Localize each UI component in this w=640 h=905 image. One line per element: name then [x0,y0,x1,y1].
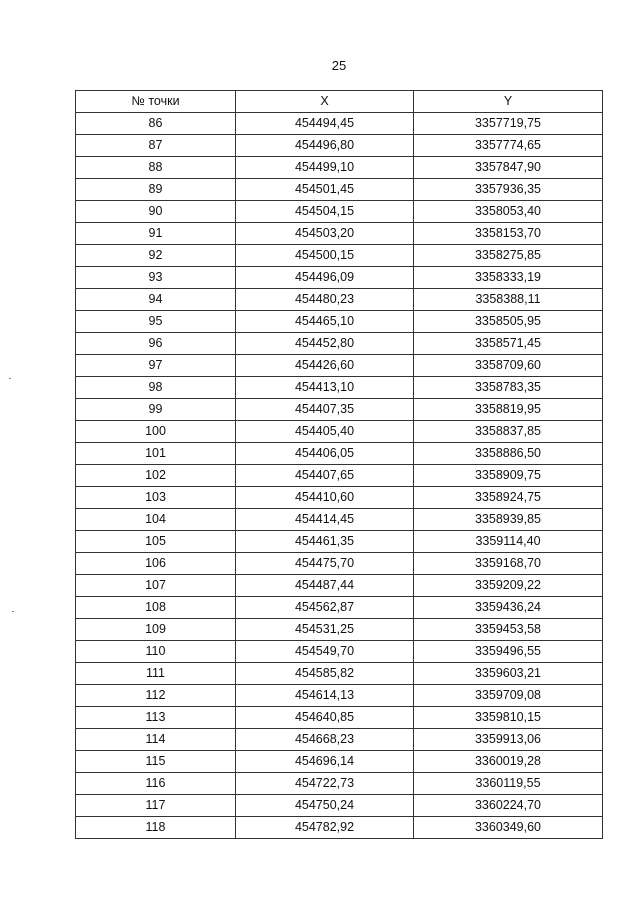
x-coordinate-cell: 454407,35 [236,399,414,421]
table-row [76,223,603,245]
y-coordinate-cell: 3360349,60 [414,817,603,839]
y-coordinate-cell: 3358053,40 [414,201,603,223]
table-row [76,751,603,773]
point-number-cell: 89 [76,179,236,201]
y-coordinate-cell: 3357719,75 [414,113,603,135]
point-number-cell: 91 [76,223,236,245]
x-coordinate-cell: 454668,23 [236,729,414,751]
x-coordinate-cell: 454496,09 [236,267,414,289]
table-row [76,619,603,641]
point-number-cell: 95 [76,311,236,333]
y-coordinate-cell: 3360224,70 [414,795,603,817]
y-coordinate-cell: 3359209,22 [414,575,603,597]
y-coordinate-cell: 3358333,19 [414,267,603,289]
table-row [76,817,603,839]
point-number-cell: 111 [76,663,236,685]
y-coordinate-cell: 3358837,85 [414,421,603,443]
header-x: X [236,91,414,113]
table-row [76,135,603,157]
point-number-cell: 87 [76,135,236,157]
x-coordinate-cell: 454452,80 [236,333,414,355]
x-coordinate-cell: 454750,24 [236,795,414,817]
table-row [76,157,603,179]
x-coordinate-cell: 454475,70 [236,553,414,575]
y-coordinate-cell: 3360019,28 [414,751,603,773]
header-y: Y [414,91,603,113]
x-coordinate-cell: 454465,10 [236,311,414,333]
point-number-cell: 118 [76,817,236,839]
y-coordinate-cell: 3357936,35 [414,179,603,201]
x-coordinate-cell: 454480,23 [236,289,414,311]
table-row [76,443,603,465]
x-coordinate-cell: 454562,87 [236,597,414,619]
x-coordinate-cell: 454504,15 [236,201,414,223]
table-header [76,91,603,113]
point-number-cell: 109 [76,619,236,641]
point-number-cell: 112 [76,685,236,707]
point-number-cell: 115 [76,751,236,773]
point-number-cell: 105 [76,531,236,553]
x-coordinate-cell: 454487,44 [236,575,414,597]
point-number-cell: 102 [76,465,236,487]
table-row [76,509,603,531]
y-coordinate-cell: 3358924,75 [414,487,603,509]
y-coordinate-cell: 3359709,08 [414,685,603,707]
x-coordinate-cell: 454461,35 [236,531,414,553]
y-coordinate-cell: 3359496,55 [414,641,603,663]
x-coordinate-cell: 454410,60 [236,487,414,509]
x-coordinate-cell: 454414,45 [236,509,414,531]
x-coordinate-cell: 454585,82 [236,663,414,685]
x-coordinate-cell: 454503,20 [236,223,414,245]
y-coordinate-cell: 3358939,85 [414,509,603,531]
point-number-cell: 117 [76,795,236,817]
point-number-cell: 104 [76,509,236,531]
y-coordinate-cell: 3358886,50 [414,443,603,465]
scan-speck [12,611,14,612]
point-number-cell: 93 [76,267,236,289]
page-number: 25 [331,58,347,73]
y-coordinate-cell: 3359114,40 [414,531,603,553]
table-row [76,531,603,553]
table-row [76,421,603,443]
y-coordinate-cell: 3358709,60 [414,355,603,377]
x-coordinate-cell: 454426,60 [236,355,414,377]
y-coordinate-cell: 3357847,90 [414,157,603,179]
table-row [76,641,603,663]
x-coordinate-cell: 454696,14 [236,751,414,773]
table-row [76,465,603,487]
point-number-cell: 88 [76,157,236,179]
y-coordinate-cell: 3358275,85 [414,245,603,267]
point-number-cell: 86 [76,113,236,135]
point-number-cell: 107 [76,575,236,597]
y-coordinate-cell: 3359603,21 [414,663,603,685]
table-row [76,575,603,597]
point-number-cell: 97 [76,355,236,377]
y-coordinate-cell: 3359436,24 [414,597,603,619]
x-coordinate-cell: 454614,13 [236,685,414,707]
x-coordinate-cell: 454407,65 [236,465,414,487]
table-row [76,729,603,751]
table-row [76,685,603,707]
y-coordinate-cell: 3359810,15 [414,707,603,729]
table-row [76,707,603,729]
point-number-cell: 99 [76,399,236,421]
y-coordinate-cell: 3358571,45 [414,333,603,355]
y-coordinate-cell: 3357774,65 [414,135,603,157]
table-row [76,267,603,289]
y-coordinate-cell: 3358505,95 [414,311,603,333]
point-number-cell: 110 [76,641,236,663]
table-row [76,597,603,619]
x-coordinate-cell: 454549,70 [236,641,414,663]
scan-speck [9,378,11,379]
table-row [76,773,603,795]
x-coordinate-cell: 454531,25 [236,619,414,641]
point-number-cell: 103 [76,487,236,509]
table-row [76,377,603,399]
y-coordinate-cell: 3359453,58 [414,619,603,641]
table-row [76,333,603,355]
table-row [76,201,603,223]
point-number-cell: 94 [76,289,236,311]
table-row [76,663,603,685]
point-number-cell: 114 [76,729,236,751]
table-row [76,311,603,333]
table-row [76,355,603,377]
table-row [76,553,603,575]
point-number-cell: 100 [76,421,236,443]
point-number-cell: 90 [76,201,236,223]
x-coordinate-cell: 454722,73 [236,773,414,795]
table-row [76,289,603,311]
x-coordinate-cell: 454413,10 [236,377,414,399]
y-coordinate-cell: 3358153,70 [414,223,603,245]
point-number-cell: 96 [76,333,236,355]
y-coordinate-cell: 3359168,70 [414,553,603,575]
table-row [76,399,603,421]
point-number-cell: 98 [76,377,236,399]
header-row [76,91,603,113]
x-coordinate-cell: 454500,15 [236,245,414,267]
table-row [76,487,603,509]
x-coordinate-cell: 454499,10 [236,157,414,179]
y-coordinate-cell: 3358388,11 [414,289,603,311]
table-row [76,245,603,267]
point-number-cell: 101 [76,443,236,465]
y-coordinate-cell: 3358783,35 [414,377,603,399]
x-coordinate-cell: 454405,40 [236,421,414,443]
y-coordinate-cell: 3360119,55 [414,773,603,795]
point-number-cell: 108 [76,597,236,619]
x-coordinate-cell: 454406,05 [236,443,414,465]
x-coordinate-cell: 454640,85 [236,707,414,729]
point-number-cell: 106 [76,553,236,575]
x-coordinate-cell: 454496,80 [236,135,414,157]
header-point-number: № точки [76,91,236,113]
table-row [76,113,603,135]
table-row [76,795,603,817]
x-coordinate-cell: 454782,92 [236,817,414,839]
table-body [76,113,603,839]
coordinates-table [75,90,603,839]
y-coordinate-cell: 3358819,95 [414,399,603,421]
point-number-cell: 116 [76,773,236,795]
point-number-cell: 113 [76,707,236,729]
y-coordinate-cell: 3359913,06 [414,729,603,751]
x-coordinate-cell: 454494,45 [236,113,414,135]
y-coordinate-cell: 3358909,75 [414,465,603,487]
x-coordinate-cell: 454501,45 [236,179,414,201]
point-number-cell: 92 [76,245,236,267]
table-row [76,179,603,201]
